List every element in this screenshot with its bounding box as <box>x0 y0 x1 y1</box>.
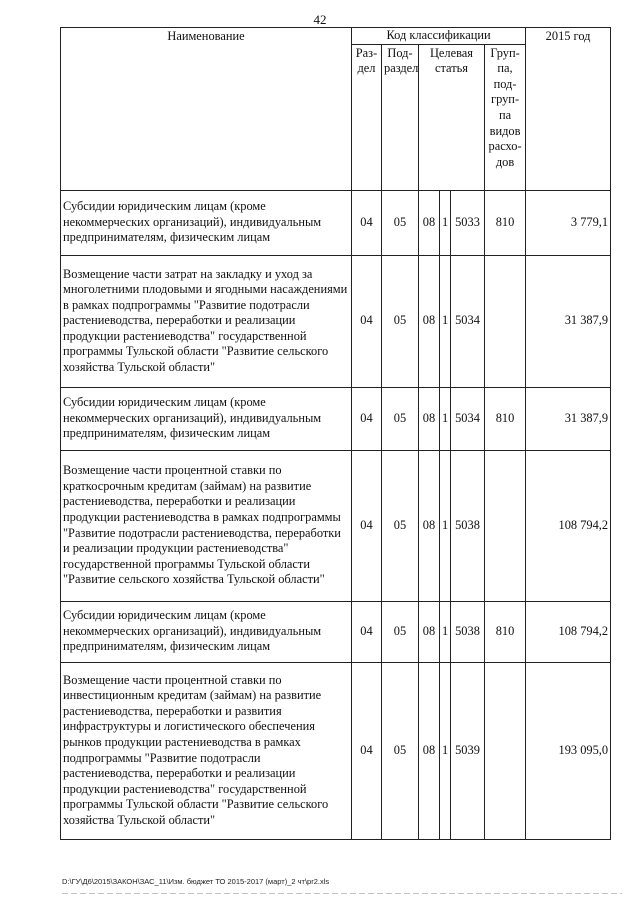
row-target-code: 5038 <box>451 450 485 601</box>
table-row <box>61 601 611 662</box>
row-razdel: 04 <box>352 450 382 601</box>
row-target-subprogram: 1 <box>440 255 451 387</box>
header-group: Груп- па, под- груп- па видов расхо- дов <box>485 44 526 190</box>
row-razdel: 04 <box>352 601 382 662</box>
row-podrazdel: 05 <box>382 662 419 839</box>
row-podrazdel: 05 <box>382 387 419 450</box>
row-target-program: 08 <box>419 190 440 255</box>
row-name: Возмещение части процентной ставки по инвестиционным кредитам (займам) на развитие растениеводства, переработки и развития инфраструктуры и логистического обеспечения рынков продукции растениеводства в рамках подпрограммы "Развитие подотрасли растениеводства, переработки и реализации продукции растениеводства" государственной программы Тульской области "Развитие сельского хозяйства Тульской области" <box>61 662 352 839</box>
table-row <box>61 387 611 450</box>
row-amount: 193 095,0 <box>526 662 611 839</box>
row-razdel: 04 <box>352 255 382 387</box>
header-code-group: Код классификации <box>352 28 526 45</box>
row-razdel: 04 <box>352 387 382 450</box>
header-year: 2015 год <box>526 28 611 191</box>
table-row <box>61 190 611 255</box>
row-target-program: 08 <box>419 387 440 450</box>
row-target-code: 5038 <box>451 601 485 662</box>
header-target: Целевая статья <box>419 44 485 190</box>
row-target-code: 5033 <box>451 190 485 255</box>
row-target-subprogram: 1 <box>440 387 451 450</box>
row-group: 810 <box>485 387 526 450</box>
row-target-code: 5039 <box>451 662 485 839</box>
row-podrazdel: 05 <box>382 255 419 387</box>
row-razdel: 04 <box>352 190 382 255</box>
row-target-subprogram: 1 <box>440 662 451 839</box>
row-amount: 108 794,2 <box>526 601 611 662</box>
table-row <box>61 662 611 839</box>
row-target-program: 08 <box>419 255 440 387</box>
table-row <box>61 255 611 387</box>
header-razdel: Раз- дел <box>352 44 382 190</box>
file-path-footer: D:\ГУ\Д6\2015\ЗАКОН\ЗАС_11\Изм. бюджет ТО 2015-2017 (март)_2 чт\pr2.xls <box>62 877 330 886</box>
row-group <box>485 450 526 601</box>
row-amount: 31 387,9 <box>526 387 611 450</box>
header-name: Наименование <box>61 28 352 191</box>
row-amount: 3 779,1 <box>526 190 611 255</box>
row-name: Возмещение части процентной ставки по краткосрочным кредитам (займам) на развитие растениеводства, переработки и реализации продукции растениеводства в рамках подпрограммы "Развитие подотрасли растениеводства, переработки и реализации продукции растениеводства" государственной программы Тульской области "Развитие сельского хозяйства Тульской области" <box>61 450 352 601</box>
scan-artifact-line <box>62 893 622 894</box>
row-target-subprogram: 1 <box>440 190 451 255</box>
page-number: 42 <box>313 12 327 27</box>
header-row-1 <box>61 28 611 45</box>
row-name: Субсидии юридическим лицам (кроме некоммерческих организаций), индивидуальным предпринимателям, физическим лицам <box>61 190 352 255</box>
row-target-program: 08 <box>419 450 440 601</box>
row-podrazdel: 05 <box>382 450 419 601</box>
row-amount: 108 794,2 <box>526 450 611 601</box>
row-amount: 31 387,9 <box>526 255 611 387</box>
row-target-code: 5034 <box>451 255 485 387</box>
row-razdel: 04 <box>352 662 382 839</box>
row-target-subprogram: 1 <box>440 450 451 601</box>
budget-table <box>60 27 611 840</box>
row-name: Субсидии юридическим лицам (кроме некоммерческих организаций), индивидуальным предпринимателям, физическим лицам <box>61 601 352 662</box>
row-group: 810 <box>485 601 526 662</box>
row-target-program: 08 <box>419 601 440 662</box>
header-podrazdel: Под- раздел <box>382 44 419 190</box>
row-podrazdel: 05 <box>382 601 419 662</box>
row-group <box>485 255 526 387</box>
table-row <box>61 450 611 601</box>
row-target-subprogram: 1 <box>440 601 451 662</box>
row-group: 810 <box>485 190 526 255</box>
row-podrazdel: 05 <box>382 190 419 255</box>
row-name: Субсидии юридическим лицам (кроме некоммерческих организаций), индивидуальным предпринимателям, физическим лицам <box>61 387 352 450</box>
row-target-program: 08 <box>419 662 440 839</box>
row-name: Возмещение части затрат на закладку и уход за многолетними плодовыми и ягодными насаждениями в рамках подпрограммы "Развитие подотрасли растениеводства, переработки и реализации продукции растениеводства" государственной программы Тульской области "Развитие сельского хозяйства Тульской области" <box>61 255 352 387</box>
row-group <box>485 662 526 839</box>
row-target-code: 5034 <box>451 387 485 450</box>
